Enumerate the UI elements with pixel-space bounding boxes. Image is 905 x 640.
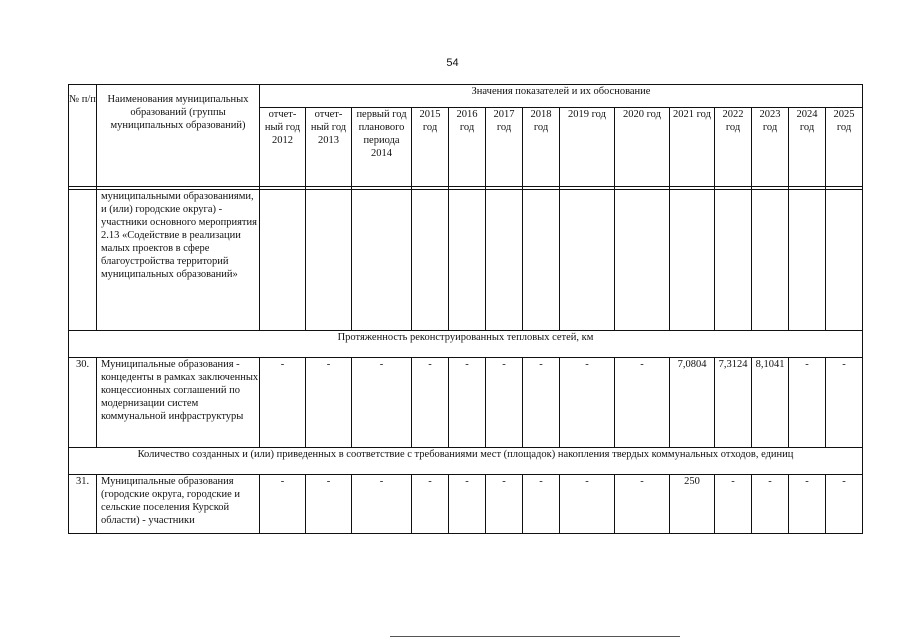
value-cell: - <box>560 358 615 448</box>
section-title-row <box>69 331 863 358</box>
value-cell: - <box>306 475 352 534</box>
num-column-header: № п/п <box>69 85 97 187</box>
continuation-row <box>69 190 863 331</box>
year-header-cell: первый год планового периода 2014 <box>352 108 412 187</box>
name-column-header: Наименования муниципальных образований (группы муниципальных образований) <box>97 85 260 187</box>
value-cell: - <box>615 358 670 448</box>
year-header-cell: 2016 год <box>449 108 486 187</box>
section-title-row <box>69 448 863 475</box>
value-cell: - <box>449 358 486 448</box>
year-header-cell: 2015 год <box>412 108 449 187</box>
table-row <box>69 475 863 534</box>
value-cell: - <box>486 358 523 448</box>
value-cell: - <box>715 475 752 534</box>
row-number: 31. <box>69 475 97 534</box>
bottom-rule <box>390 636 680 637</box>
value-cell: - <box>523 475 560 534</box>
value-cell: 7,0804 <box>670 358 715 448</box>
value-cell: 7,3124 <box>715 358 752 448</box>
section-title: Протяженность реконструированных тепловых сетей, км <box>69 331 863 358</box>
year-header-cell: 2017 год <box>486 108 523 187</box>
value-cell: - <box>523 358 560 448</box>
row-name: Муниципальные образования (городские округа, городские и сельские поселения Курской области) - участники <box>97 475 260 534</box>
header-row <box>69 85 863 108</box>
row-number: 30. <box>69 358 97 448</box>
year-header-cell: 2022 год <box>715 108 752 187</box>
value-cell: - <box>752 475 789 534</box>
value-cell: - <box>352 475 412 534</box>
year-header-cell: отчет-ный год 2013 <box>306 108 352 187</box>
value-cell: - <box>826 358 863 448</box>
value-cell: - <box>306 358 352 448</box>
continuation-name-cell: муниципальными образованиями, и (или) городские округа) - участники основного мероприятия 2.13 «Содействие в реализации малых проектов в сфере благоустройства территорий муниципальных образований» <box>97 190 260 331</box>
value-cell: - <box>486 475 523 534</box>
value-cell: - <box>260 475 306 534</box>
row-name: Муниципальные образования - концеденты в рамках заключенных концессионных соглашений по модернизации систем коммунальной инфраструктуры <box>97 358 260 448</box>
value-cell: - <box>449 475 486 534</box>
value-cell: 250 <box>670 475 715 534</box>
values-group-header: Значения показателей и их обоснование <box>260 85 863 108</box>
table-row <box>69 358 863 448</box>
value-cell: - <box>615 475 670 534</box>
year-header-cell: 2018 год <box>523 108 560 187</box>
year-header-cell: 2020 год <box>615 108 670 187</box>
value-cell: - <box>260 358 306 448</box>
year-header-cell: отчет-ный год 2012 <box>260 108 306 187</box>
value-cell: - <box>352 358 412 448</box>
value-cell: - <box>412 358 449 448</box>
value-cell: - <box>826 475 863 534</box>
year-header-cell: 2023 год <box>752 108 789 187</box>
year-header-cell: 2019 год <box>560 108 615 187</box>
value-cell: - <box>412 475 449 534</box>
value-cell: - <box>789 475 826 534</box>
value-cell: - <box>560 475 615 534</box>
year-header-cell: 2021 год <box>670 108 715 187</box>
section-title: Количество созданных и (или) приведенных в соответствие с требованиями мест (площадок) накопления твердых коммунальных отходов, единиц <box>69 448 863 475</box>
value-cell: - <box>789 358 826 448</box>
page-number: 54 <box>446 57 459 69</box>
value-cell: 8,1041 <box>752 358 789 448</box>
year-header-cell: 2025 год <box>826 108 863 187</box>
year-header-cell: 2024 год <box>789 108 826 187</box>
indicators-table <box>68 84 863 534</box>
